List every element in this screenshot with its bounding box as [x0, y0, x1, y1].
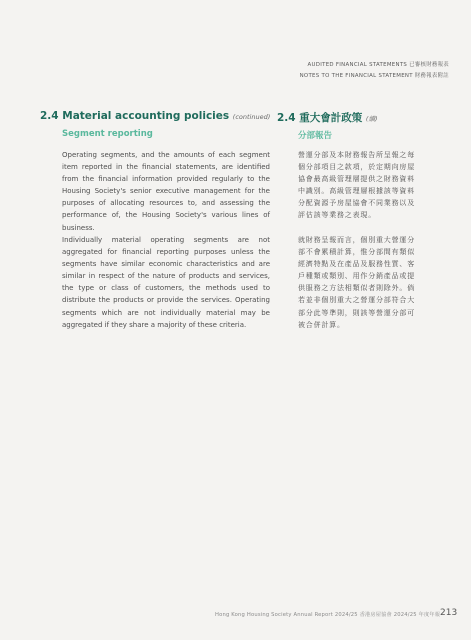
subheading-en: Segment reporting: [62, 129, 153, 139]
running-header-subtitle: NOTES TO THE FINANCIAL STATEMENT 財務報表附註: [299, 73, 449, 79]
section-title-zh: [277, 110, 378, 125]
section-title-en-text: 2.4 Material accounting policies: [40, 110, 230, 122]
section-title-zh-text: 2.4 重大會計政策: [277, 112, 363, 124]
footer-text: Hong Kong Housing Society Annual Report 2024/25 香港房屋協會 2024/25 年度年報: [215, 612, 441, 618]
section-title-en: [40, 110, 270, 122]
running-header-title: AUDITED FINANCIAL STATEMENTS 已審核財務報表: [307, 62, 449, 68]
paragraph-en-2: Individually material operating segments are not aggregated for financial reporting purposes unless the segments have similar economic characteristics and are similar in respect of the nature of products and services, the type or class of customers, the methods used to distribute the products or provide the services. Operating segments which are not individually material may be aggregated if they share a majority of these criteria.: [62, 236, 270, 329]
page-number: 213: [440, 608, 458, 618]
continued-label-zh: (續): [365, 115, 378, 123]
paragraph-en-1: Operating segments, and the amounts of each segment item reported in the financial statements, are identified from the financial information provided regularly to the Housing Society's senior executive management for the purposes of allocating resources to, and assessing the performance of, the Housing Society's various lines of business.: [62, 151, 270, 232]
continued-label-en: (continued): [232, 113, 271, 121]
paragraph-zh-1: 營運分部及本財務報告所呈報之每個分部項目之款項，於定期向房屋協會最高級管理層提供之財務資料中識別。高級管理層根據該等資料分配資源予房屋協會不同業務以及評估該等業務之表現。: [298, 151, 415, 220]
paragraph-zh-2: 就財務呈報而言，個別重大營運分部不會累積計算，惟分部間有類似經濟特點及在產品及服務性質、客戶種類或類別、用作分銷產品或提供服務之方法相類似者則除外。倘若並非個別重大之營運分部符合大部分此等準則，則該等營運分部可被合併計算。: [298, 236, 415, 329]
subheading-zh: 分部報告: [298, 131, 333, 141]
